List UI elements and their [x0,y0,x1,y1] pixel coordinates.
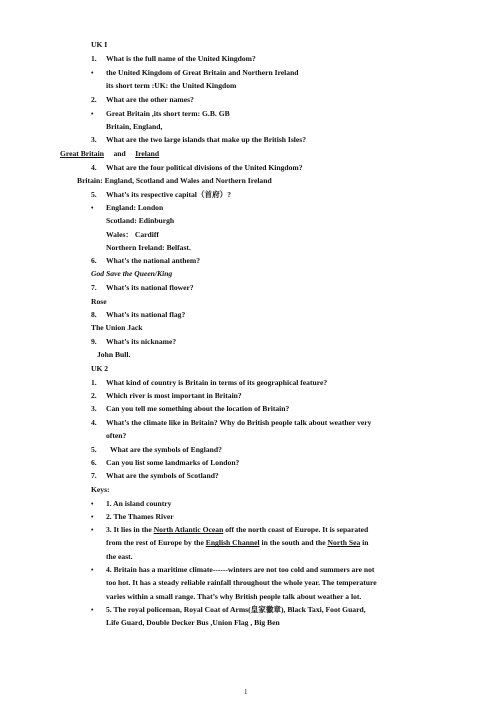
key3-text: in the south and the [259,538,328,548]
section-title-uk2: UK 2 [91,363,109,373]
uk2-q4-line2: often? [106,430,127,440]
key3-text: from the rest of Europe by the [106,538,206,548]
key2-text: 2. The Thames River [106,511,174,521]
q1-number: 1. [91,54,97,63]
key5-line2: Life Guard, Double Decker Bus ,Union Flag , Big Ben [106,618,280,627]
uk2-q1-text: What kind of country is Britain in terms of its geographical feature? [106,377,328,387]
a3-and: and [113,149,126,159]
q4-text: What are the four political divisions of the United Kingdom? [106,162,303,172]
uk2-q4-number: 4. [91,417,97,427]
uk2-q5-number: 5. [91,444,97,454]
q4-number: 4. [91,162,97,172]
a5-line2: Scotland: Edinburgh [106,216,175,226]
q7-text: What’s its national flower? [106,283,194,293]
a2-line1: Great Britain ,its short term: G.B. GB [106,108,230,118]
uk2-q6-number: 6. [91,458,97,468]
key4-line3: varies within a small range. That’s why British people talk about weather a lot. [106,591,362,601]
bullet-icon: • [91,499,94,508]
q5-number: 5. [91,189,97,199]
q1-text: What is the full name of the United Kingdom? [106,54,256,63]
bullet-icon: • [91,565,94,574]
link-english-channel: English Channel [205,538,260,548]
a3-line [60,149,159,159]
q2-number: 2. [91,94,97,104]
bullet-icon: • [91,204,94,212]
uk2-q7-text: What are the symbols of Scotland? [106,471,219,481]
key4-line2: too hot. It has a steady reliable rainfall throughout the whole year. The temperature [106,578,377,588]
key5-line1: 5. The royal policeman, Royal Coat of Arms(皇家徽章), Black Taxi, Foot Guard, [106,604,366,614]
key3-text: in [360,538,369,548]
key1-text: 1. An island country [106,498,172,508]
uk2-q7-number: 7. [91,471,97,481]
bullet-icon: • [91,526,94,535]
q7-number: 7. [91,283,97,293]
q3-number: 3. [91,135,97,145]
a5-line4: Northern Ireland: Belfast. [106,242,191,252]
page-number: 1 [244,688,248,696]
a9-text: John Bull. [97,350,131,360]
a7-text: Rose [91,296,107,306]
key3-line1 [106,525,368,535]
link-north-atlantic: North Atlantic Ocean [153,525,224,535]
key3-text: off the north coast of Europe. It is separated [223,525,369,535]
q9-number: 9. [91,337,97,347]
uk2-q2-text: Which river is most important in Britain? [106,391,242,400]
a5-line1: England: London [106,203,164,212]
island-great-britain: Great Britain [60,149,104,159]
a6-text: God Save the Queen/King [91,269,173,279]
uk2-q1-number: 1. [91,377,97,387]
link-north-sea: North Sea [327,538,361,548]
keys-title: Keys: [91,484,110,494]
a8-text: The Union Jack [91,323,143,333]
q8-text: What’s its national flag? [106,309,186,319]
bullet-icon: • [91,605,94,614]
uk2-q4-line1: What’s the climate like in Britain? Why do British people talk about weather very [106,417,372,427]
bullet-icon: • [91,69,94,78]
key3-line2 [106,538,368,548]
q3-text: What are the two large islands that make up the British Isles? [106,135,307,145]
uk2-q2-number: 2. [91,391,97,400]
uk2-q5-text: What are the symbols of England? [110,444,222,454]
key3-text: 3. It lies in the [106,525,154,535]
q6-number: 6. [91,256,97,266]
q2-text: What are the other names? [106,94,194,104]
a1-line1: the United Kingdom of Great Britain and Northern Ireland [106,68,299,78]
q6-text: What’s the national anthem? [106,256,201,266]
q9-text: What’s its nickname? [106,337,177,347]
a4-text: Britain: England, Scotland and Wales and Northern Ireland [77,175,272,185]
bullet-icon: • [91,512,94,521]
a2-line2: Britain, England, [106,121,163,131]
uk2-q3-text: Can you tell me something about the location of Britain? [106,404,290,414]
a1-line2: its short term :UK: the United Kingdom [106,81,237,91]
q8-number: 8. [91,309,97,319]
uk2-q6-text: Can you list some landmarks of London? [106,458,240,468]
a5-line3: Wales： Cardiff [106,229,159,239]
uk2-q3-number: 3. [91,404,97,414]
section-title-uk1: UK I [91,40,108,49]
q5-text: What’s its respective capital（首府）? [106,189,232,199]
key4-line1: 4. Britain has a maritime climate------winters are not too cold and summers are not [106,564,375,574]
island-ireland: Ireland [135,149,160,159]
key3-line3: the east. [106,551,133,561]
bullet-icon: • [91,109,94,118]
